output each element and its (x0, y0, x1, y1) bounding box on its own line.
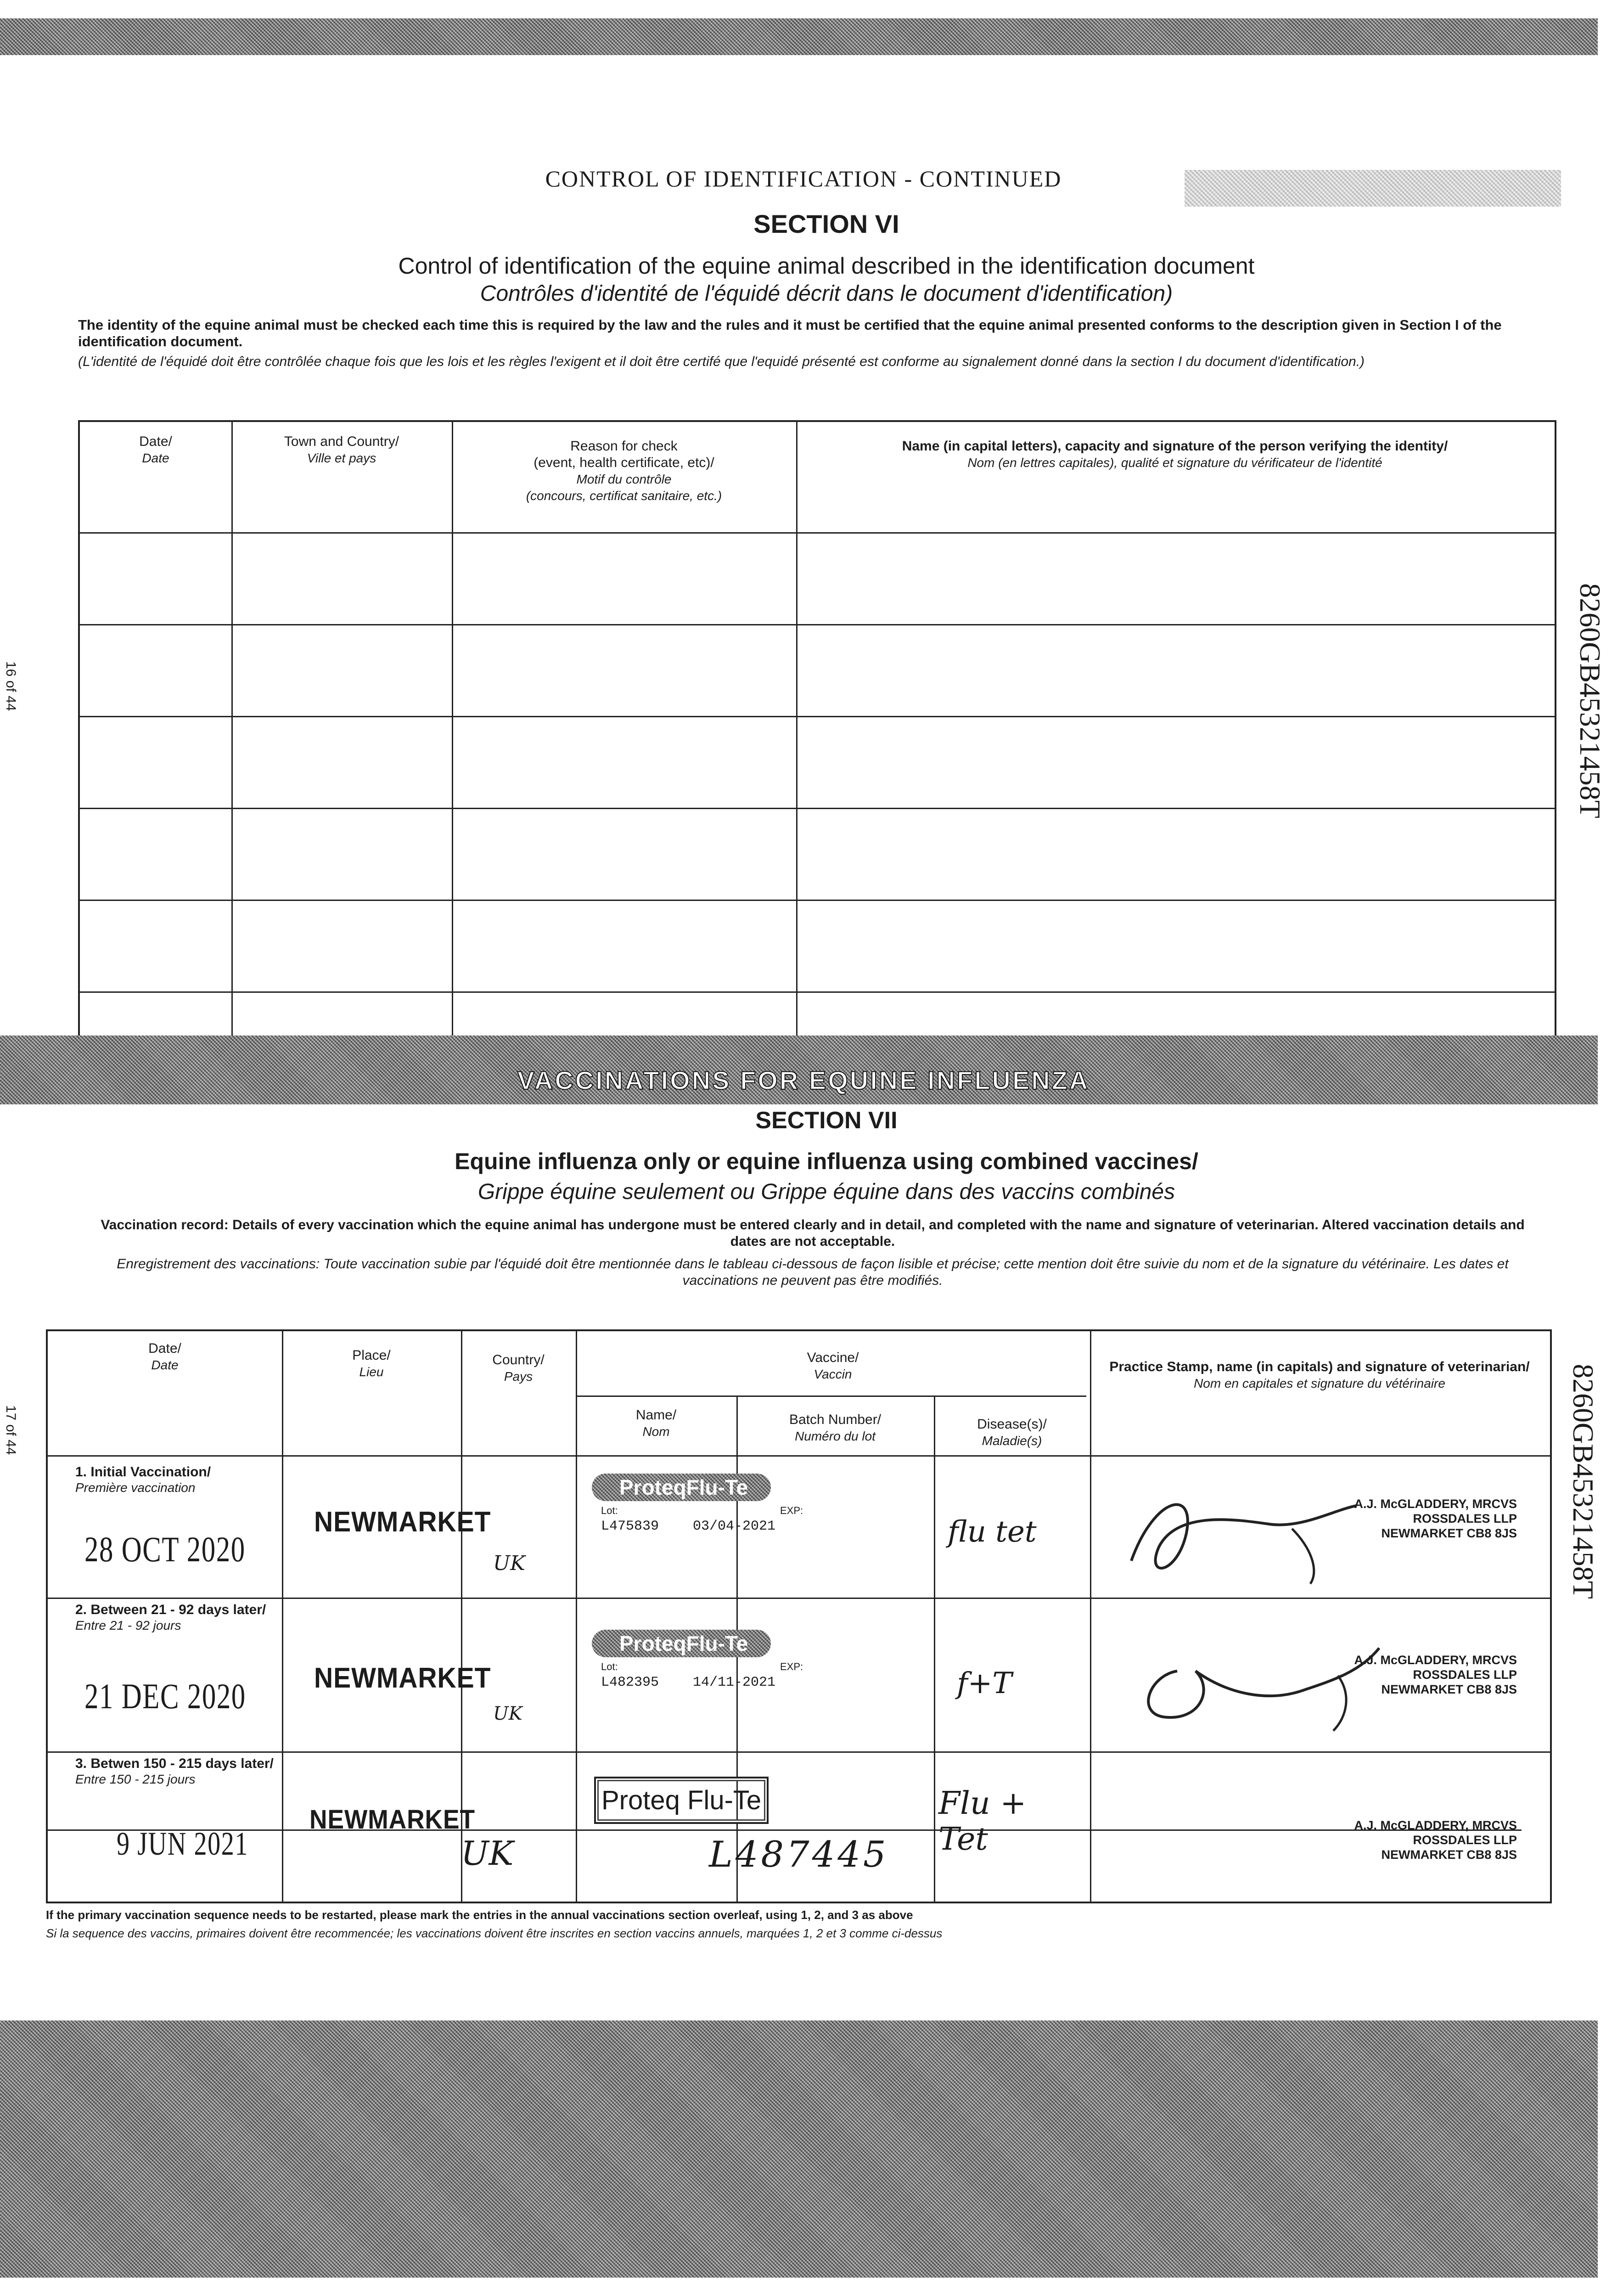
row2-label: 2. Between 21 - 92 days later/ Entre 21 - 92 jours (75, 1602, 266, 1632)
row2-place: NEWMARKET (314, 1662, 491, 1694)
vcol-country-header: Country/ Pays (492, 1352, 545, 1384)
faded-stamp (1185, 170, 1561, 207)
row1-vaccine-logo: ProteqFlu-Te (592, 1474, 771, 1501)
row1-vet-town: NEWMARKET CB8 8JS (1381, 1526, 1517, 1540)
row3-vet-stamp (1264, 1818, 1517, 1862)
row2-date: 21 DEC 2020 (84, 1676, 246, 1716)
row2-vet-stamp (1264, 1653, 1517, 1697)
row3-country: UK (461, 1834, 514, 1873)
section6-instruction-en: The identity of the equine animal must be checked each time this is required by the law and the rules and it must be certified that the equine animal presented conforms to the description given in Section I of the identification document. (78, 317, 1502, 349)
top-scan-band (0, 18, 1598, 55)
section6-title: SECTION VI (753, 209, 899, 238)
footnote-en: If the primary vaccination sequence needs to be restarted, please mark the entries in the annual vaccinations section overleaf, using 1, 2, and 3 as above (46, 1908, 913, 1922)
row2-vet-town: NEWMARKET CB8 8JS (1381, 1683, 1517, 1696)
section7-subtitle-en: Equine influenza only or equine influenza using combined vaccines/ (455, 1148, 1198, 1174)
banner-title: VACCINATIONS FOR EQUINE INFLUENZA (517, 1066, 1090, 1095)
row2-exp-label: EXP: (780, 1661, 803, 1672)
vcol-vaccine-header: Vaccine/ Vaccin (807, 1350, 859, 1381)
vcol-name-header: Name/ Nom (635, 1407, 677, 1439)
page-number-17: 17 of 44 (3, 1405, 18, 1455)
section6-heading: CONTROL OF IDENTIFICATION - CONTINUED (545, 166, 1062, 191)
col-town-header: Town and Country/ Ville et pays (284, 434, 399, 465)
section6-instruction-fr: (L'identité de l'équidé doit être contrôlée chaque fois que les lois et les règles l'exigent et il doit être certifé que l'equidé présenté est conforme au signalement donné dans la section I du document d'identification.) (78, 354, 1365, 369)
side-id-lower: 8260GB45321458T (1567, 1364, 1600, 1599)
row3-lot: L487445 (709, 1834, 889, 1875)
row1-exp-label: EXP: (780, 1505, 803, 1516)
row2-disease: f+T (957, 1666, 1012, 1700)
row1-vet-practice: ROSSDALES LLP (1413, 1512, 1517, 1525)
vcol-stamp-header: Practice Stamp, name (in capitals) and signature of veterinarian/ Nom en capitales et signature du vétérinaire (1109, 1359, 1530, 1390)
side-id-upper: 8260GB45321458T (1574, 583, 1606, 818)
row3-vet-town: NEWMARKET CB8 8JS (1381, 1848, 1517, 1862)
section6-subtitle-en: Control of identification of the equine animal described in the identification document (398, 253, 1255, 279)
row3-vet-name: A.J. McGLADDERY, MRCVS (1354, 1818, 1517, 1832)
row1-disease: flu tet (948, 1515, 1037, 1549)
section7-record-fr: Enregistrement des vaccinations: Toute vaccination subie par l'équidé doit être mentionnée dans le tableau ci-dessous de façon lisible et précise; cette mention doit être suivie du nom et de la signature du vétérinaire. Les dates et vaccinations ne peuvent pas être modifiés. (117, 1256, 1509, 1288)
row1-place: NEWMARKET (314, 1506, 491, 1538)
col-date-header: Date/ Date (139, 434, 172, 465)
row1-exp: 03/04-2021 (693, 1519, 776, 1534)
section6-subtitle-fr: Contrôles d'identité de l'équidé décrit dans le document d'identification) (480, 281, 1173, 306)
col-name-header: Name (in capital letters), capacity and signature of the person verifying the identity/ Nom (en lettres capitales), qualité et signature du vérificateur de l'identité (902, 439, 1448, 470)
row1-vaccine-sticker (583, 1469, 821, 1538)
row3-date: 9 JUN 2021 (117, 1825, 249, 1862)
bottom-scan-band (0, 2020, 1598, 2278)
footnote-fr: Si la sequence des vaccins, primaires doivent être recommencée; les vaccinations doivent être inscrites en section vaccins annuels, marquées 1, 2 et 3 comme ci-dessus (46, 1926, 943, 1940)
row2-exp: 14/11-2021 (693, 1675, 776, 1690)
row1-lot: L475839 (601, 1519, 659, 1534)
row3-vet-practice: ROSSDALES LLP (1413, 1833, 1517, 1847)
row1-vet-name: A.J. McGLADDERY, MRCVS (1354, 1497, 1517, 1511)
row2-country: UK (493, 1703, 522, 1724)
vcol-place-header: Place/ Lieu (352, 1348, 391, 1379)
row2-lot: L482395 (601, 1675, 659, 1690)
row2-vet-practice: ROSSDALES LLP (1413, 1668, 1517, 1682)
section7-title: SECTION VII (755, 1107, 898, 1134)
row2-vaccine-sticker (583, 1625, 821, 1694)
section7-record-en: Vaccination record: Details of every vaccination which the equine animal has undergone must be entered clearly and in detail, and completed with the name and signature of veterinarian. Altered vaccination details and dates are not acceptable. (101, 1217, 1525, 1249)
row1-label: 1. Initial Vaccination/ Première vaccination (75, 1464, 211, 1495)
vcol-batch-header: Batch Number/ Numéro du lot (789, 1412, 882, 1443)
row1-date: 28 OCT 2020 (84, 1529, 246, 1569)
row2-lot-label: Lot: (601, 1661, 618, 1672)
section7-subtitle-fr: Grippe équine seulement ou Grippe équine dans des vaccins combinés (477, 1180, 1175, 1204)
vaccination-table (46, 1329, 1552, 1903)
row3-place: NEWMARKET (309, 1805, 476, 1835)
row1-vet-stamp (1264, 1497, 1517, 1541)
col-reason-header: Reason for check (event, health certificate, etc)/ Motif du contrôle (concours, certificat sanitaire, etc.) (526, 439, 722, 503)
row1-country: UK (493, 1552, 525, 1575)
row3-label: 3. Betwen 150 - 215 days later/ Entre 150 - 215 jours (75, 1756, 274, 1786)
row2-vet-name: A.J. McGLADDERY, MRCVS (1354, 1653, 1517, 1667)
row3-vaccine-stamp: Proteq Flu-Te (594, 1777, 769, 1824)
row3-handwritten-underline (48, 1829, 1522, 1831)
page-number-16: 16 of 44 (3, 661, 18, 711)
section6-identity-table (78, 420, 1556, 1081)
vcol-disease-header: Disease(s)/ Maladie(s) (977, 1417, 1047, 1448)
row3-disease: Flu + Tet (938, 1785, 1027, 1857)
row2-vaccine-logo: ProteqFlu-Te (592, 1630, 771, 1657)
row1-lot-label: Lot: (601, 1505, 618, 1516)
vcol-date-header: Date/ Date (148, 1341, 181, 1372)
